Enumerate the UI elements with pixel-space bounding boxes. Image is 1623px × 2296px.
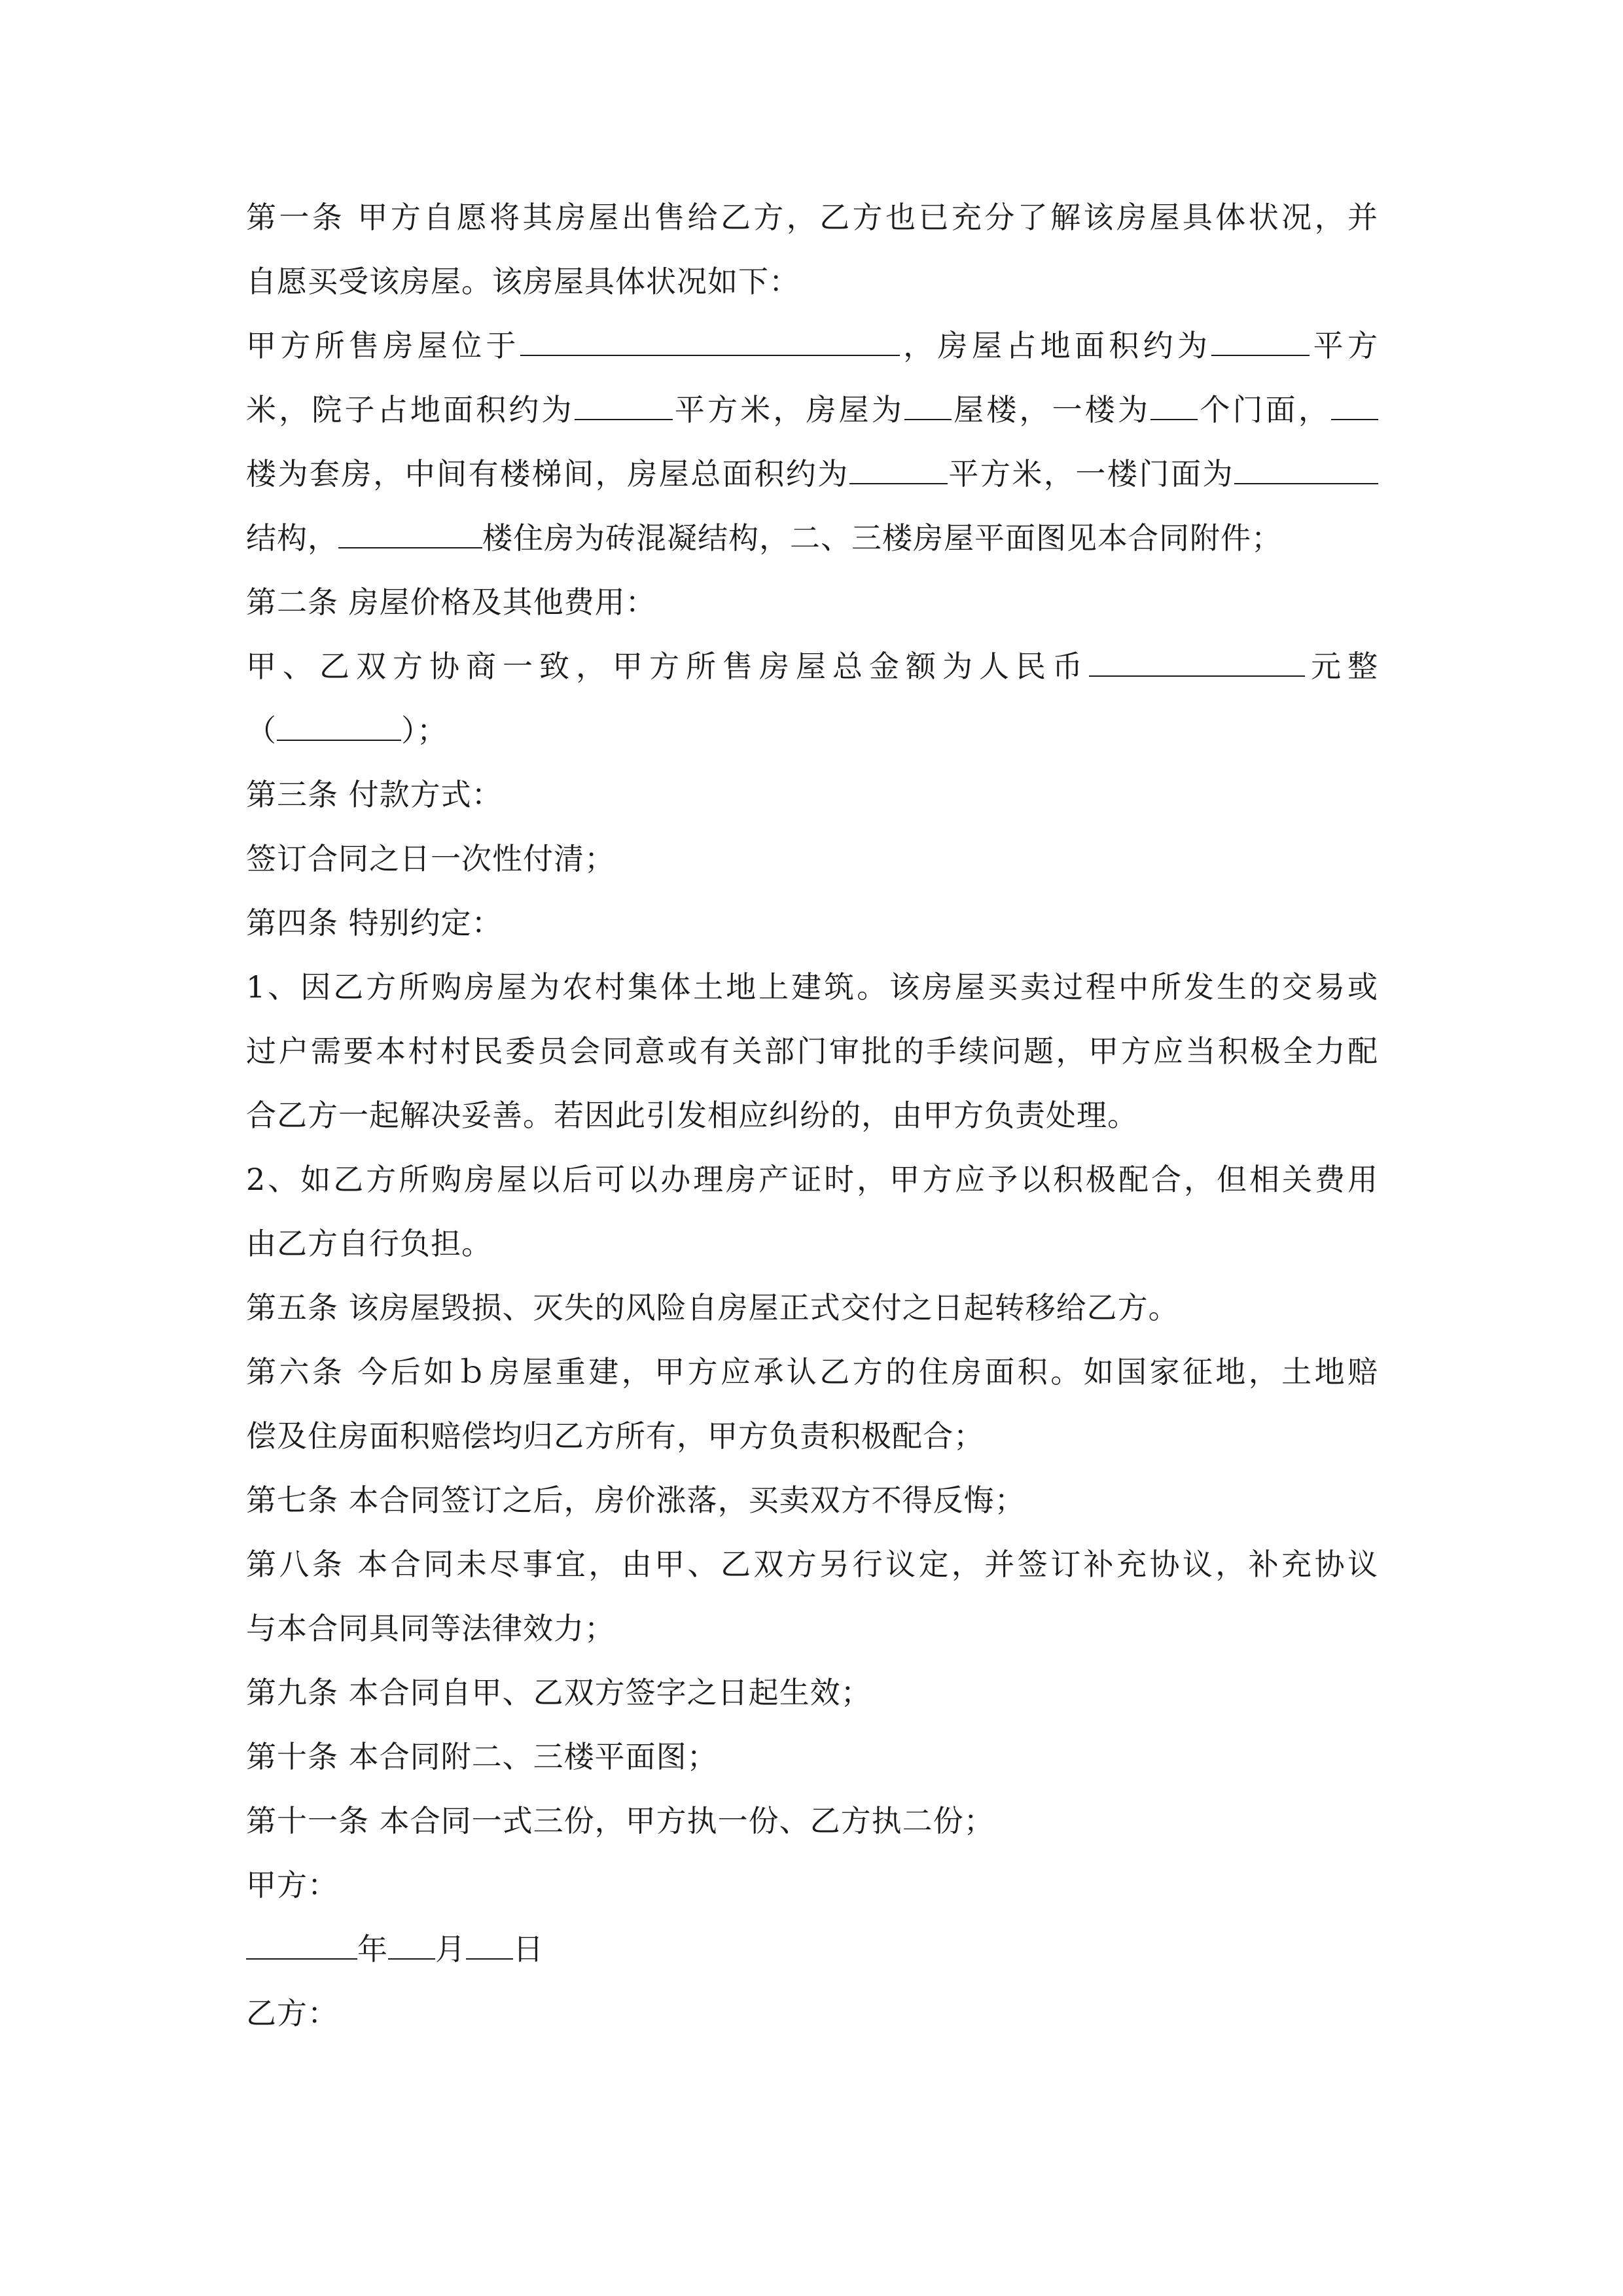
article-8-line-1: 第八条 本合同未尽事宜，由甲、乙双方另行议定，并签订补充协议，补充协议 [246,1547,1378,1582]
price-amount-blank[interactable] [1089,647,1305,677]
text-segment: 楼为套房，中间有楼梯间，房屋总面积约为 [246,456,849,492]
storefront-structure-blank[interactable] [1234,454,1378,484]
text-segment: 个门面， [1198,392,1332,427]
text-segment: 结构， [246,520,338,556]
text-segment: 平方米，房屋为 [672,392,905,427]
party-b-label: 乙方： [246,1996,338,2031]
article-1-line-1: 第一条 甲方自愿将其房屋出售给乙方，乙方也已充分了解该房屋具体状况，并 [246,200,1378,235]
total-area-blank[interactable] [849,454,948,484]
property-description-line-1 [246,326,1378,365]
article-4-item-2-line-2: 由乙方自行负担。 [246,1226,492,1261]
day-blank[interactable] [466,1929,513,1960]
article-11: 第十一条 本合同一式三份，甲方执一份、乙方执二份； [246,1803,995,1839]
residential-floors-blank[interactable] [338,518,482,548]
price-words-blank[interactable] [277,711,401,741]
article-4-item-2-line-1: 2、如乙方所购房屋以后可以办理房产证时，甲方应予以积极配合，但相关费用 [246,1162,1378,1197]
storefront-count-blank[interactable] [1150,390,1198,420]
article-2-line-1 [246,647,1378,686]
year-label: 年 [357,1931,388,1967]
location-blank[interactable] [520,326,900,356]
day-label: 日 [513,1931,544,1967]
text-segment: ）； [401,713,448,748]
text-segment: 平方米，一楼门面为 [947,456,1235,492]
article-7: 第七条 本合同签订之后，房价涨落，买卖双方不得反悔； [246,1482,1026,1518]
year-blank[interactable] [246,1929,357,1960]
article-9: 第九条 本合同自甲、乙双方签字之日起生效； [246,1675,872,1710]
article-8-line-2: 与本合同具同等法律效力； [246,1611,615,1646]
text-segment: 楼住房为砖混凝结构，二、三楼房屋平面图见本合同附件； [482,520,1282,556]
land-area-blank[interactable] [1211,326,1310,356]
text-segment: 平方 [1310,328,1379,363]
article-3-body: 签订合同之日一次性付清； [246,841,615,876]
month-blank[interactable] [388,1929,435,1960]
text-segment: 屋楼，一楼为 [952,392,1151,427]
property-description-line-2 [246,390,1378,429]
floor-number-blank[interactable] [1331,390,1378,420]
article-4-title: 第四条 特别约定： [246,905,503,941]
article-2-title: 第二条 房屋价格及其他费用： [246,584,656,620]
month-label: 月 [435,1931,466,1967]
article-4-item-1-line-2: 过户需要本村村民委员会同意或有关部门审批的手续问题，甲方应当积极全力配 [246,1033,1378,1069]
article-4-item-1-line-1: 1、因乙方所购房屋为农村集体土地上建筑。该房屋买卖过程中所发生的交易或 [246,969,1378,1005]
article-1-line-2: 自愿买受该房屋。该房屋具体状况如下： [246,264,800,299]
article-3-title: 第三条 付款方式： [246,777,503,812]
text-segment: （ [246,713,277,748]
party-a-label: 甲方： [246,1867,338,1903]
yard-area-blank[interactable] [575,390,673,420]
text-segment: 甲、乙双方协商一致，甲方所售房屋总金额为人民币 [246,649,1089,684]
article-2-line-2 [246,711,1378,750]
article-6-line-1: 第六条 今后如ｂ房屋重建，甲方应承认乙方的住房面积。如国家征地，土地赔 [246,1354,1378,1390]
floors-blank[interactable] [904,390,952,420]
article-6-line-2: 偿及住房面积赔偿均归乙方所有，甲方负责积极配合； [246,1418,984,1454]
text-segment: 米，院子占地面积约为 [246,392,575,427]
signature-date [246,1929,1378,1969]
text-segment: 甲方所售房屋位于 [246,328,520,363]
article-5: 第五条 该房屋毁损、灭失的风险自房屋正式交付之日起转移给乙方。 [246,1290,1179,1325]
text-segment: 元整 [1305,649,1378,684]
property-description-line-3 [246,454,1378,493]
article-4-item-1-line-3: 合乙方一起解决妥善。若因此引发相应纠纷的，由甲方负责处理。 [246,1098,1138,1133]
article-10: 第十条 本合同附二、三楼平面图； [246,1739,718,1774]
text-segment: ，房屋占地面积约为 [899,328,1212,363]
property-description-line-4 [246,518,1378,558]
